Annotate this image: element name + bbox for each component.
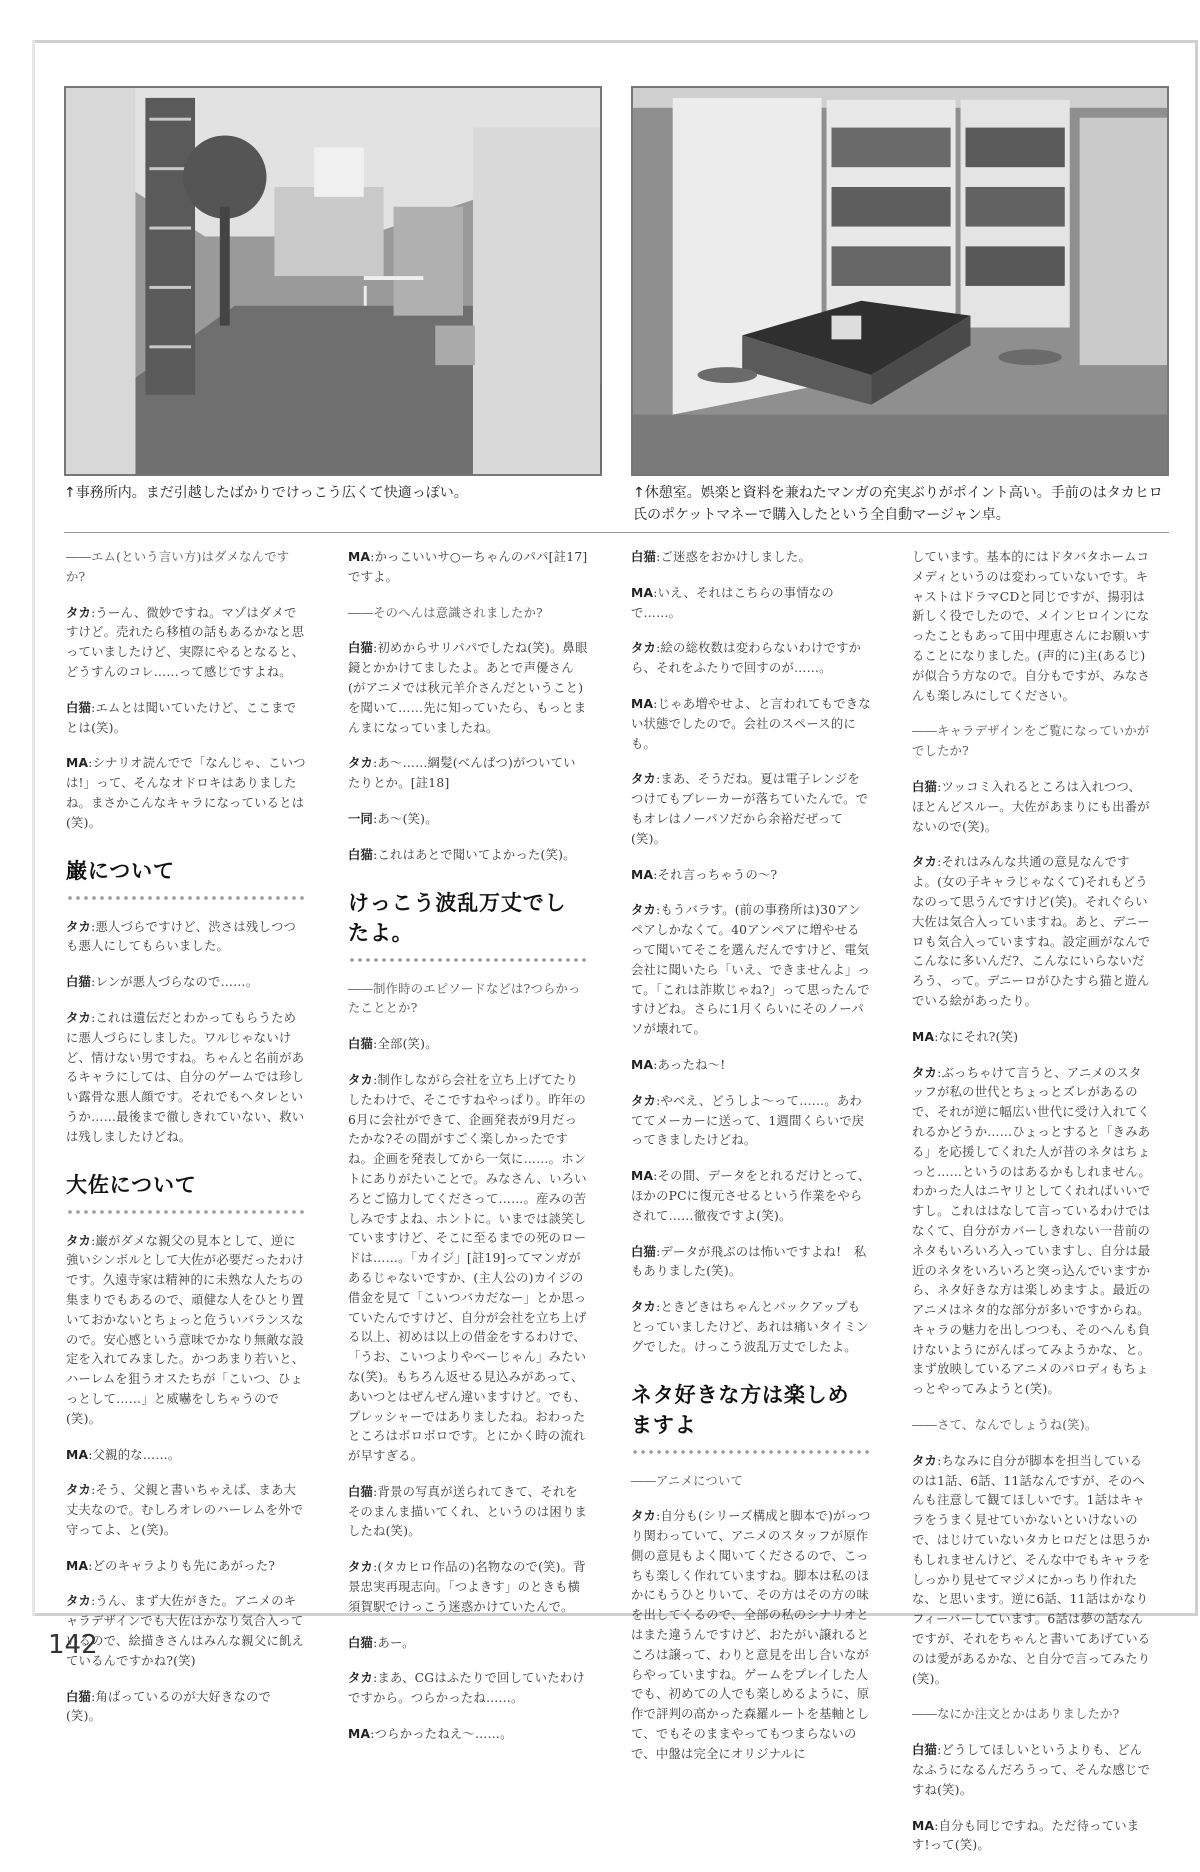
dialogue-paragraph: [631, 901, 871, 1040]
interviewer-question: [912, 722, 1152, 762]
heading-dot-rule: [348, 956, 588, 964]
paragraph-text: ――制作時のエピソードなどは?つらかったこととか?: [348, 981, 581, 1016]
speaker-name: 白猫: [912, 779, 938, 794]
paragraph-text: :まあ、CGはふたりで回していたわけですから。つらかったね……。: [348, 1671, 585, 1706]
speaker-name: MA: [66, 1558, 89, 1573]
speaker-name: 白猫: [66, 700, 92, 715]
photo-caption-break-room: ↑休憩室。娯楽と資料を兼ねたマンガの充実ぶりがポイント高い。手前のはタカヒロ氏のポケットマネーで購入したという全自動マージャン卓。: [633, 485, 1163, 523]
paragraph-text: :エムとは聞いていたけど、ここまでとは(笑)。: [66, 700, 297, 735]
paragraph-text: :データが飛ぶのは怖いですよね! 私もありました(笑)。: [631, 1244, 867, 1279]
speaker-name: MA: [348, 550, 371, 564]
dialogue-paragraph: [912, 1028, 1152, 1048]
paragraph-text: :やべえ、どうしよ～って……。あわててメーカーに送って、1週間くらいで戻ってきましたけどね。: [631, 1093, 865, 1148]
dialogue-paragraph: [348, 1558, 588, 1617]
dialogue-paragraph: [631, 1507, 871, 1764]
paragraph-text: :あ～(笑)。: [373, 811, 438, 826]
paragraph-text: :自分も(シリーズ構成と脚本で)がっつり関わっていて、アニメのスタッフが原作側の意見もよく聞いてくださるので、こっちも楽しく作れていますね。脚本は私のほかにもうひとりいて、その方はその方の味を出してくるので、全部の私のシナリオとはまた違うんですけど、おたがい譲れるところは譲って、わりと意見を出し合いながらやっていますね。ゲームをプレイした人でも、初めての人でも楽しめるように、原作で評判の高かった森羅ルートを基軸として、でもそのままやってもつまらないので、中盤は完全にオリジナルに: [631, 1509, 871, 1761]
page-frame-left-edge: [32, 40, 35, 1616]
paragraph-text: ――そのへんは意識されましたか?: [348, 605, 543, 620]
speaker-name: タカ: [66, 1594, 92, 1609]
dialogue-paragraph: [66, 1481, 306, 1540]
speaker-name: タカ: [912, 1065, 938, 1080]
dialogue-paragraph: [66, 973, 306, 993]
dialogue-paragraph: [631, 866, 871, 886]
speaker-name: 一同: [348, 811, 374, 826]
paragraph-text: :かっこいいサ○ーちゃんのパパ[註17]ですよ。: [348, 550, 588, 584]
section-heading: 大佐について: [66, 1171, 197, 1197]
paragraph-text: :これは遺伝だとわかってもらうために悪人づらにしました。ワルじゃないけど、情けない男ですね。ちゃんと名前があるキャラにしては、自分のゲームでは珍しい露骨な悪人顔です。それでもヘタレというか……最後まで徹しきれていない、救いは残しましたけどね。: [66, 1010, 305, 1144]
interviewer-question: [66, 548, 306, 588]
speaker-name: タカ: [912, 1453, 938, 1468]
speaker-name: 白猫: [348, 1484, 374, 1499]
speaker-name: 白猫: [348, 1037, 374, 1052]
dialogue-paragraph: [631, 1092, 871, 1151]
paragraph-text: ――キャラデザインをご覧になっていかがでしたか?: [912, 724, 1150, 759]
dialogue-paragraph: [912, 778, 1152, 837]
paragraph-text: :その間、データをとれるだけとって、ほかのPCに復元させるという作業をやらされて……徹夜ですよ(笑)。: [631, 1169, 871, 1223]
interview-column-4: [912, 548, 1152, 1872]
dialogue-paragraph: [631, 1056, 871, 1076]
dialogue-paragraph: [348, 1071, 588, 1467]
dialogue-paragraph: [631, 584, 871, 624]
dialogue-paragraph: [66, 1557, 306, 1577]
interview-column-3: [631, 548, 871, 1781]
speaker-name: タカ: [66, 1483, 92, 1498]
speaker-name: タカ: [912, 855, 938, 870]
interviewer-question: [348, 980, 588, 1020]
interviewer-question: [631, 1472, 871, 1492]
speaker-name: MA: [631, 585, 654, 600]
speaker-name: 白猫: [66, 975, 92, 990]
paragraph-text: :うん、まず大佐がきた。アニメのキャラデザインでも大佐はかなり気合入っているので、絵描きさんはみんな親父に飢えているんですかね?(笑): [66, 1594, 305, 1668]
speaker-name: タカ: [66, 1233, 92, 1248]
paragraph-text: :それ言っちゃうの～?: [653, 867, 778, 882]
paragraph-text: ――さて、なんでしょうね(笑)。: [912, 1418, 1098, 1433]
speaker-name: タカ: [631, 1509, 657, 1524]
paragraph-text: :ご迷惑をおかけしました。: [656, 550, 811, 564]
dialogue-paragraph: [912, 548, 1152, 706]
paragraph-text: :いえ、それはこちらの事情なので……。: [631, 585, 834, 620]
section-heading: ネタ好きな方は楽しめますよ: [631, 1381, 850, 1437]
dialogue-paragraph: [66, 699, 306, 739]
interviewer-question: [348, 604, 588, 624]
dialogue-paragraph: [348, 1669, 588, 1709]
paragraph-text: :そう、父親と書いちゃえば、まあ大丈夫なので。むしろオレのハーレムを外で守ってよ、と(笑)。: [66, 1483, 304, 1537]
paragraph-text: :それはみんな共通の意見なんですよ。(女の子キャラじゃなくて)それもどうなのって思うんですけど(笑)。それぐらい大佐は気合入っていますね。あと、デニーロも気合入っていますね。設定画がなんでこんなに多いんだ?、こんなにいらないだろう、って。デニーロがひたすら猫と遊んでいる絵があったり。: [912, 855, 1151, 1008]
dialogue-paragraph: [348, 1035, 588, 1055]
speaker-name: MA: [912, 1818, 935, 1833]
paragraph-text: :レンが悪人づらなので……。: [91, 975, 259, 990]
speaker-name: MA: [66, 1447, 89, 1462]
interviewer-question: [912, 1416, 1152, 1436]
dialogue-paragraph: [348, 639, 588, 738]
dialogue-paragraph: [348, 846, 588, 866]
speaker-name: 白猫: [348, 1635, 374, 1650]
paragraph-text: :制作しながら会社を立ち上げてたりしたわけで、そこですねやっぱり。昨年の6月に会社ができて、企画発表が9月だったかな?その間がすごく楽しかったですね。企画を発表してから一気に……。ホントにありがたいことで。みなさん、いろいろとご協力してくださって……。産みの苦しみですよね、ホントに。いまでは談笑していますけど、そこに至るまでの死のロードは……。「カイジ」[註19]ってマンガがあるじゃないですか、(主人公の)カイジの借金を見て「こいつバカだなー」とか思っていたんですけど、自分が会社を立ち上げる以上、初めは以上の借金をするわけで、「うお、こいつよりやべーじゃん」みたいな(笑)。もちろん返せる見込みがあって、あいつとはぜんぜん違いますけど。でも、プレッシャーではありましたね。おわったところはボロボロです。とにかく時の流れが早すぎる。: [348, 1072, 587, 1464]
speaker-name: 白猫: [348, 641, 374, 656]
paragraph-text: :角ばっているのが大好きなので(笑)。: [66, 1689, 272, 1724]
dialogue-paragraph: [348, 1634, 588, 1654]
dialogue-paragraph: [912, 1741, 1152, 1800]
paragraph-text: ――エム(という言い方)はダメなんですか?: [66, 550, 290, 584]
speaker-name: MA: [631, 1169, 654, 1184]
dialogue-paragraph: [912, 853, 1152, 1011]
dialogue-paragraph: [66, 604, 306, 683]
speaker-name: タカ: [631, 1300, 657, 1315]
dialogue-paragraph: [631, 548, 871, 568]
dialogue-paragraph: [912, 1064, 1152, 1401]
paragraph-text: :まあ、そうだね。夏は電子レンジをつけてもブレーカーが落ちていたんで。でもオレはノーパソだから余裕だぜって(笑)。: [631, 772, 869, 846]
paragraph-text: :父親的な……。: [88, 1447, 181, 1462]
paragraph-text: :どうしてほしいというよりも、どんなふうになるんだろうって、そんな感じですね(笑)。: [912, 1743, 1151, 1797]
dialogue-paragraph: [631, 695, 871, 754]
dialogue-paragraph: [631, 1167, 871, 1226]
speaker-name: MA: [66, 756, 89, 771]
photo-caption-office: ↑事務所内。まだ引越したばかりでけっこう広くて快適っぽい。: [64, 485, 468, 501]
dialogue-paragraph: [348, 1725, 588, 1745]
speaker-name: タカ: [348, 1560, 374, 1575]
paragraph-text: :悪人づらですけど、渋さは残しつつも悪人にしてもらいました。: [66, 919, 297, 954]
paragraph-text: :(タカヒロ作品の)名物なので(笑)。背景忠実再現志向。「つよきす」のときも横須賀駅でけっこう迷惑かけていたんで。: [348, 1560, 586, 1614]
section-heading: けっこう波乱万丈でしたよ。: [348, 889, 567, 945]
speaker-name: MA: [348, 1727, 371, 1742]
dialogue-paragraph: [348, 754, 588, 794]
dialogue-paragraph: [66, 1232, 306, 1430]
speaker-name: MA: [631, 1057, 654, 1072]
speaker-name: MA: [631, 696, 654, 711]
paragraph-text: :もうバラす。(前の事務所は)30アンペアしかなくて。40アンペアに増やせるって聞いてそこを選んだんですけど、電気会社に聞いたら「いえ、できませんよ」って。「これは詐欺じゃね?」って思ったんですけどね。さらに1月くらいにそのノーパソが壊れて。: [631, 903, 871, 1037]
speaker-name: タカ: [631, 903, 657, 918]
dialogue-paragraph: [912, 1817, 1152, 1857]
break-room-photo: [631, 86, 1169, 476]
dialogue-paragraph: [66, 1688, 306, 1728]
section-divider: [64, 532, 1169, 533]
speaker-name: タカ: [631, 641, 657, 656]
speaker-name: 白猫: [912, 1743, 938, 1758]
speaker-name: 白猫: [348, 847, 374, 862]
speaker-name: タカ: [66, 919, 92, 934]
paragraph-text: :なにそれ?(笑): [934, 1029, 1019, 1044]
interviewer-question: [912, 1705, 1152, 1725]
heading-dot-rule: [66, 894, 306, 902]
speaker-name: 白猫: [631, 1244, 657, 1259]
paragraph-text: しています。基本的にはドタバタホームコメディというのは変わっていないです。キャストはドラマCDと同じですが、揚羽は新しく役でしたので、メインヒロインになったこともあって田中理恵さんにお願いすることになりました。(声的に)主(あるじ)が似合う方なので。自分もですが、みなさんも楽しみにしてください。: [912, 550, 1151, 703]
paragraph-text: ――アニメについて: [631, 1473, 744, 1488]
paragraph-text: :ときどきはちゃんとバックアップもとっていましたけど、あれは痛いタイミングでした。けっこう波乱万丈でしたよ。: [631, 1300, 869, 1354]
paragraph-text: :シナリオ読んでで「なんじゃ、こいつは!」って、そんなオドロキはありましたね。まさかこんなキャラになっているとは(笑)。: [66, 756, 306, 830]
speaker-name: 白猫: [631, 550, 657, 564]
paragraph-text: :全部(笑)。: [373, 1037, 438, 1052]
paragraph-text: :巌がダメな親父の見本として、逆に強いシンボルとして大佐が必要だったわけです。久遠寺家は精神的に未熟な人たちの集まりでもあるので、頑健な人をひとり置いておかないとちょっと危ういバランスなので。安心感という意味でかなり無敵な設定を入れてみました。かつあまり若いと、ハーレムを狙うオスたちが「こいつ、ひょっとして……」と威嚇をしちゃうので(笑)。: [66, 1233, 305, 1426]
dialogue-paragraph: [66, 1009, 306, 1148]
dialogue-paragraph: [66, 754, 306, 833]
paragraph-text: :背景の写真が送られてきて、それをそのまんま描いてくれ、というのは困りましたね(笑)。: [348, 1484, 588, 1539]
interview-column-1: [66, 548, 306, 1743]
paragraph-text: :うーん、微妙ですね。マゾはダメですけど。売れたら移植の話もあるかなと思っていましたけど、実際にやるとなると、どうすんのコレ……って感じですよね。: [66, 605, 305, 679]
paragraph-text: :ぶっちゃけて言うと、アニメのスタッフが私の世代とちょっとズレがあるので、それが逆に幅広い世代に受け入れてくれるかどうか……ひょっとすると「きみある」を応援してくれた人が昔のネタはちょっと……というのはあるかもしれません。わかった人はニヤリとしてくれればいいですし。これははなして言っているわけではなくて、自分がカバーしきれない一昔前のネタもいろいろ入っていますし、自分は最近のネタをいろいろと突っ込んでいますから、ネタ好きな方は楽しめますよ。最近のアニメはネタ的な部分が多いですからね。キャラの魅力を出しつつも、そのへんも負けないようにがんばってみようかな、と。まず放映しているアニメのパロディもちょっとやってみようと(笑)。: [912, 1065, 1152, 1397]
speaker-name: タカ: [66, 605, 92, 620]
paragraph-text: :あ～……綱髪(べんぱつ)がついていたりとか。[註18]: [348, 756, 576, 791]
heading-dot-rule: [631, 1448, 871, 1456]
dialogue-paragraph: [348, 1483, 588, 1542]
speaker-name: MA: [912, 1029, 935, 1044]
dialogue-paragraph: [66, 1592, 306, 1671]
paragraph-text: :自分も同じですね。ただ待っています!って(笑)。: [912, 1818, 1140, 1853]
speaker-name: タカ: [631, 772, 657, 787]
heading-dot-rule: [66, 1208, 306, 1216]
paragraph-text: :つらかったねえ～……。: [370, 1727, 513, 1742]
paragraph-text: :初めからサリパパでしたね(笑)。鼻眼鏡とかかけてましたよ。あとで声優さん(がアニメでは秋元羊介さんだということ)を聞いて……先に知っていたら、もっとまんまになっていましたね。: [348, 641, 588, 735]
speaker-name: MA: [631, 867, 654, 882]
paragraph-text: :あー。: [373, 1635, 415, 1650]
dialogue-paragraph: [66, 918, 306, 958]
dialogue-paragraph: [631, 1243, 871, 1283]
paragraph-text: :これはあとで聞いてよかった(笑)。: [373, 847, 576, 862]
paragraph-text: :絵の総枚数は変わらないわけですから、それをふたりで回すのが……。: [631, 641, 862, 676]
paragraph-text: ――なにか注文とかはありましたか?: [912, 1707, 1120, 1722]
office-photo: [64, 86, 602, 476]
page-number: 142: [48, 1630, 98, 1660]
dialogue-paragraph: [66, 1446, 306, 1466]
dialogue-paragraph: [631, 770, 871, 849]
speaker-name: 白猫: [66, 1689, 92, 1704]
paragraph-text: :じゃあ増やせよ、と言われてもできない状態でしたので。会社のスペース的にも。: [631, 696, 871, 751]
speaker-name: タカ: [348, 756, 374, 771]
dialogue-paragraph: [912, 1452, 1152, 1690]
dialogue-paragraph: [348, 810, 588, 830]
dialogue-paragraph: [348, 548, 588, 588]
section-heading: 巌について: [66, 857, 175, 883]
paragraph-text: :ちなみに自分が脚本を担当しているのは1話、6話、11話なんですが、そのへんも注意して観てほしいです。1話はキャラをうまく見せていかないといけないので、はじけていないタカヒロだとは思うかもしれませんけど、そんな中でもキャラをしっかり見せてマジメにかっちり作れたな、と思います。逆に6話、11話はかなりフィーバーしています。6話は夢の話なんですが、それをちゃんと書いてあげているのは愛があるかな、と自分で言ってみたり(笑)。: [912, 1453, 1151, 1686]
dialogue-paragraph: [631, 639, 871, 679]
dialogue-paragraph: [631, 1298, 871, 1357]
interview-column-2: [348, 548, 588, 1761]
speaker-name: タカ: [348, 1671, 374, 1686]
paragraph-text: :あったね～!: [653, 1057, 726, 1072]
speaker-name: タカ: [66, 1010, 92, 1025]
speaker-name: タカ: [348, 1072, 374, 1087]
paragraph-text: :ツッコミ入れるところは入れつつ、ほとんどスルー。大佐があまりにも出番がないので(笑)。: [912, 779, 1150, 834]
paragraph-text: :どのキャラよりも先にあがった?: [88, 1558, 276, 1573]
speaker-name: タカ: [631, 1093, 657, 1108]
